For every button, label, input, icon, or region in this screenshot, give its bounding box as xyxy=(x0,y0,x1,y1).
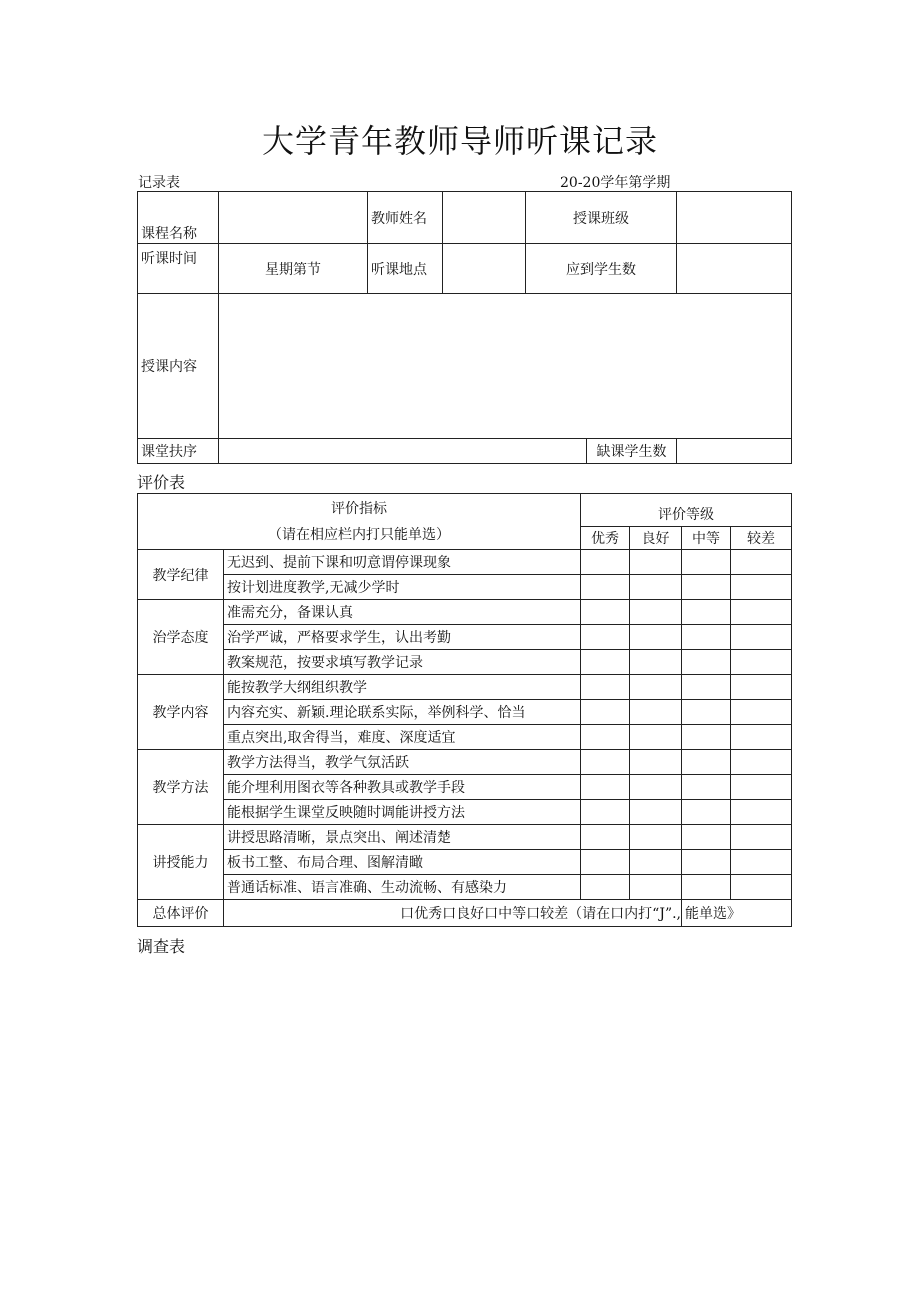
absent-label: 缺课学生数 xyxy=(587,439,677,464)
course-name-label: 课程名称 xyxy=(138,192,219,244)
grade-check-cell[interactable] xyxy=(731,750,792,775)
grade-check-cell[interactable] xyxy=(682,600,731,625)
indicator-item: 治学严诚，严格要求学生，认出考勤 xyxy=(224,625,581,650)
grade-check-cell[interactable] xyxy=(630,825,682,850)
evaluation-row xyxy=(138,850,792,875)
expected-students-value[interactable] xyxy=(677,244,792,294)
grade-check-cell[interactable] xyxy=(682,550,731,575)
term-label: 20-20学年第学期 xyxy=(560,175,671,191)
grade-check-cell[interactable] xyxy=(731,875,792,900)
overall-options[interactable]: 口优秀口良好口中等口较差（请在口内打“J”., xyxy=(224,900,682,927)
overall-label: 总体评价 xyxy=(138,900,224,927)
grade-check-cell[interactable] xyxy=(630,600,682,625)
grade-check-cell[interactable] xyxy=(630,625,682,650)
grade-check-cell[interactable] xyxy=(581,750,630,775)
grade-check-cell[interactable] xyxy=(581,675,630,700)
grade-check-cell[interactable] xyxy=(630,725,682,750)
evaluation-row xyxy=(138,725,792,750)
grade-header-3: 较差 xyxy=(731,527,792,550)
grade-header-0: 优秀 xyxy=(581,527,630,550)
category-label: 治学态度 xyxy=(138,600,224,675)
evaluation-row xyxy=(138,750,792,775)
grade-check-cell[interactable] xyxy=(630,700,682,725)
indicator-item: 能根据学生课堂反映随时调能讲授方法 xyxy=(224,800,581,825)
evaluation-row xyxy=(138,875,792,900)
indicator-item: 普通话标准、语言准确、生动流畅、有感染力 xyxy=(224,875,581,900)
category-label: 教学纪律 xyxy=(138,550,224,600)
grade-check-cell[interactable] xyxy=(731,700,792,725)
content-value[interactable] xyxy=(219,294,792,439)
grade-check-cell[interactable] xyxy=(581,650,630,675)
grade-check-cell[interactable] xyxy=(630,850,682,875)
evaluation-row xyxy=(138,650,792,675)
indicator-item: 能介埋利用图衣等各种教具或教学手段 xyxy=(224,775,581,800)
grade-check-cell[interactable] xyxy=(682,775,731,800)
grade-check-cell[interactable] xyxy=(581,875,630,900)
absent-value[interactable] xyxy=(677,439,792,464)
grade-check-cell[interactable] xyxy=(581,600,630,625)
grade-check-cell[interactable] xyxy=(630,550,682,575)
grade-check-cell[interactable] xyxy=(731,675,792,700)
indicator-item: 按计划进度教学,无减少学时 xyxy=(224,575,581,600)
class-value[interactable] xyxy=(677,192,792,244)
grade-check-cell[interactable] xyxy=(581,575,630,600)
evaluation-row xyxy=(138,775,792,800)
grade-check-cell[interactable] xyxy=(630,800,682,825)
time-label: 听课时间 xyxy=(138,244,219,294)
grade-check-cell[interactable] xyxy=(630,575,682,600)
grade-check-cell[interactable] xyxy=(731,625,792,650)
evaluation-row xyxy=(138,575,792,600)
class-label: 授课班级 xyxy=(526,192,677,244)
category-label: 教学方法 xyxy=(138,750,224,825)
grade-check-cell[interactable] xyxy=(630,750,682,775)
order-value[interactable] xyxy=(219,439,587,464)
category-label: 教学内容 xyxy=(138,675,224,750)
grade-check-cell[interactable] xyxy=(581,850,630,875)
grade-header: 评价等级 xyxy=(581,494,792,527)
grade-check-cell[interactable] xyxy=(731,825,792,850)
expected-students-label: 应到学生数 xyxy=(526,244,677,294)
grade-check-cell[interactable] xyxy=(682,575,731,600)
grade-check-cell[interactable] xyxy=(731,775,792,800)
indicator-item: 板书工整、布局合理、图解清瞰 xyxy=(224,850,581,875)
grade-check-cell[interactable] xyxy=(682,875,731,900)
indicator-item: 内容充实、新颖.理论联系实际，举例科学、恰当 xyxy=(224,700,581,725)
grade-check-cell[interactable] xyxy=(731,575,792,600)
indicator-item: 能按教学大纲组织教学 xyxy=(224,675,581,700)
indicator-item: 无迟到、提前下课和叨意谓停课现象 xyxy=(224,550,581,575)
evaluation-row xyxy=(138,675,792,700)
grade-check-cell[interactable] xyxy=(682,650,731,675)
evaluation-row xyxy=(138,700,792,725)
category-label: 讲授能力 xyxy=(138,825,224,900)
grade-header-1: 良好 xyxy=(630,527,682,550)
grade-check-cell[interactable] xyxy=(630,775,682,800)
weekday-period-field[interactable]: 星期第节 xyxy=(219,244,368,294)
grade-check-cell[interactable] xyxy=(731,650,792,675)
page-title: 大学青年教师导师听课记录 xyxy=(261,122,658,160)
order-label: 课堂扶序 xyxy=(138,439,219,464)
grade-check-cell[interactable] xyxy=(581,725,630,750)
grade-check-cell[interactable] xyxy=(682,700,731,725)
grade-check-cell[interactable] xyxy=(731,550,792,575)
grade-check-cell[interactable] xyxy=(731,850,792,875)
grade-check-cell[interactable] xyxy=(581,825,630,850)
indicator-header: 评价指标 xyxy=(331,500,387,517)
grade-check-cell[interactable] xyxy=(630,650,682,675)
course-name-value[interactable] xyxy=(219,192,368,244)
grade-check-cell[interactable] xyxy=(581,700,630,725)
evaluation-row xyxy=(138,625,792,650)
grade-check-cell[interactable] xyxy=(682,800,731,825)
indicator-item: 讲授思路清晰，景点突出、阐述清楚 xyxy=(224,825,581,850)
overall-suffix: 能单选》 xyxy=(682,900,792,927)
grade-check-cell[interactable] xyxy=(630,675,682,700)
grade-check-cell[interactable] xyxy=(581,550,630,575)
teacher-name-value[interactable] xyxy=(443,192,526,244)
indicator-item: 重点突出,取舍得当，难度、深度适宜 xyxy=(224,725,581,750)
location-label: 听课地点 xyxy=(368,244,443,294)
indicator-item: 教案规范，按要求填写教学记录 xyxy=(224,650,581,675)
evaluation-table xyxy=(137,493,792,927)
indicator-item: 教学方法得当，教学气氛活跃 xyxy=(224,750,581,775)
location-value[interactable] xyxy=(443,244,526,294)
grade-check-cell[interactable] xyxy=(581,625,630,650)
grade-check-cell[interactable] xyxy=(682,625,731,650)
grade-header-2: 中等 xyxy=(682,527,731,550)
grade-check-cell[interactable] xyxy=(731,600,792,625)
indicator-item: 准需充分，备课认真 xyxy=(224,600,581,625)
grade-check-cell[interactable] xyxy=(682,675,731,700)
grade-check-cell[interactable] xyxy=(731,725,792,750)
record-table xyxy=(137,191,792,464)
indicator-header-cell xyxy=(138,494,581,550)
evaluation-row xyxy=(138,600,792,625)
grade-check-cell[interactable] xyxy=(682,825,731,850)
grade-check-cell[interactable] xyxy=(630,875,682,900)
content-label: 授课内容 xyxy=(138,294,219,439)
teacher-name-label: 教师姓名 xyxy=(368,192,443,244)
evaluation-row xyxy=(138,825,792,850)
grade-check-cell[interactable] xyxy=(731,800,792,825)
evaluation-row xyxy=(138,550,792,575)
evaluation-row xyxy=(138,800,792,825)
grade-check-cell[interactable] xyxy=(682,850,731,875)
grade-check-cell[interactable] xyxy=(682,750,731,775)
indicator-note: （请在相应栏内打只能单选） xyxy=(268,526,450,543)
grade-check-cell[interactable] xyxy=(581,800,630,825)
grade-check-cell[interactable] xyxy=(682,725,731,750)
survey-section-label: 调查表 xyxy=(137,937,186,956)
evaluation-section-label: 评价表 xyxy=(137,473,186,492)
record-section-label: 记录表 xyxy=(138,175,180,191)
grade-check-cell[interactable] xyxy=(581,775,630,800)
